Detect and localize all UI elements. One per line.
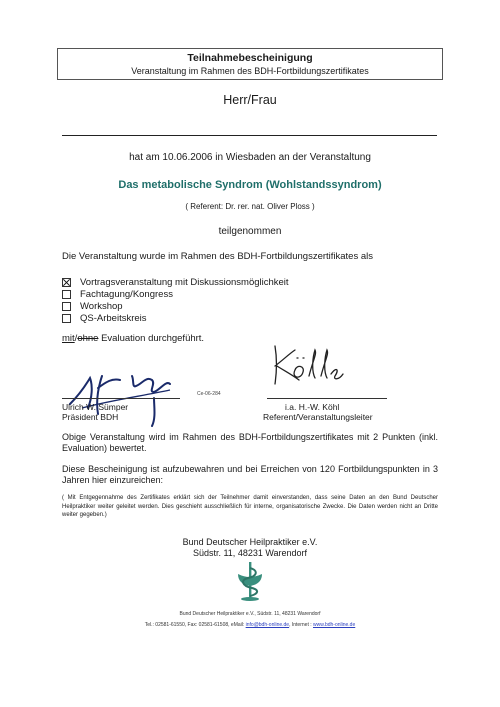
participated-text: teilgenommen	[218, 226, 282, 237]
speaker-line: ( Referent: Dr. rer. nat. Oliver Ploss )	[185, 202, 315, 211]
option-label: QS-Arbeitskreis	[80, 313, 147, 324]
certificate-code: Ce-06-284	[197, 391, 221, 397]
evaluation-line	[62, 333, 204, 344]
leader-role: Referent/Veranstaltungsleiter	[263, 412, 373, 422]
document-subtitle: Veranstaltung im Rahmen des BDH-Fortbildungszertifikates	[131, 66, 369, 76]
leader-name: i.a. H.-W. Köhl	[285, 402, 340, 412]
footer-contact-prefix: Tel.: 02581-61550, Fax: 02581-61508, eMail:	[144, 622, 246, 628]
signature-line-left	[62, 398, 180, 399]
option-congress	[62, 289, 173, 300]
footer-internet-label: , Internet :	[289, 622, 313, 628]
empty-checkbox-icon	[62, 302, 71, 311]
president-role: Präsident BDH	[62, 412, 119, 422]
intro-text: Die Veranstaltung wurde im Rahmen des BDH-Fortbildungszertifikates als	[62, 251, 373, 262]
evaluation-rest: Evaluation durchgeführt.	[98, 333, 205, 344]
footer-address: Bund Deutscher Heilpraktiker e.V., Südstr. 11, 48231 Warendorf	[179, 611, 321, 617]
salutation: Herr/Frau	[223, 93, 277, 107]
evaluation-ohne-struck: ohne	[77, 333, 99, 344]
recipient-name-line	[62, 135, 437, 136]
evaluation-slash: /	[74, 333, 78, 344]
option-label: Fachtagung/Kongress	[80, 289, 173, 300]
option-workshop	[62, 301, 123, 312]
evaluation-mit: mit	[62, 333, 75, 344]
president-name: Ulrich W. Sümper	[62, 402, 129, 412]
collect-instructions: Diese Bescheinigung ist aufzubewahren und bei Erreichen von 120 Fortbildungspunkten in 3 Jahren hier einzureichen:	[62, 464, 438, 485]
organization-address: Südstr. 11, 48231 Warendorf	[192, 548, 308, 558]
event-date-line: hat am 10.06.2006 in Wiesbaden an der Veranstaltung	[129, 152, 371, 163]
signature-line-right	[267, 398, 387, 399]
empty-checkbox-icon	[62, 314, 71, 323]
leader-signature	[265, 340, 345, 390]
option-qs-arbeitskreis	[62, 313, 147, 324]
organization-name: Bund Deutscher Heilpraktiker e.V.	[182, 537, 318, 547]
footer-contact	[0, 622, 500, 628]
option-label: Workshop	[80, 301, 123, 312]
website-link[interactable]: www.bdh-online.de	[313, 622, 356, 628]
empty-checkbox-icon	[62, 290, 71, 299]
event-title: Das metabolische Syndrom (Wohlstandssyndrom)	[118, 179, 382, 191]
aesculapius-bowl-logo-icon	[234, 560, 266, 602]
x-mark-icon	[62, 278, 71, 287]
document-title: Teilnahmebescheinigung	[187, 52, 313, 64]
email-link[interactable]: info@bdh-online.de	[245, 622, 290, 628]
option-lecture	[62, 277, 289, 288]
credits-text: Obige Veranstaltung wird im Rahmen des BDH-Fortbildungszertifikates mit 2 Punkten (inkl. Evaluation) bewertet.	[62, 432, 438, 453]
option-label: Vortragsveranstaltung mit Diskussionsmöglichkeit	[80, 277, 289, 288]
consent-note: ( Mit Entgegennahme des Zertifikates erklärt sich der Teilnehmer damit einverstanden, dass seine Daten an den Bund Deutscher Heilpraktiker weiter geleitet werden. Dies geschieht ausschließlich für interne, organisatorische Zwecke. Die Daten werden nicht an Dritte weiter gegeben.)	[62, 495, 438, 518]
